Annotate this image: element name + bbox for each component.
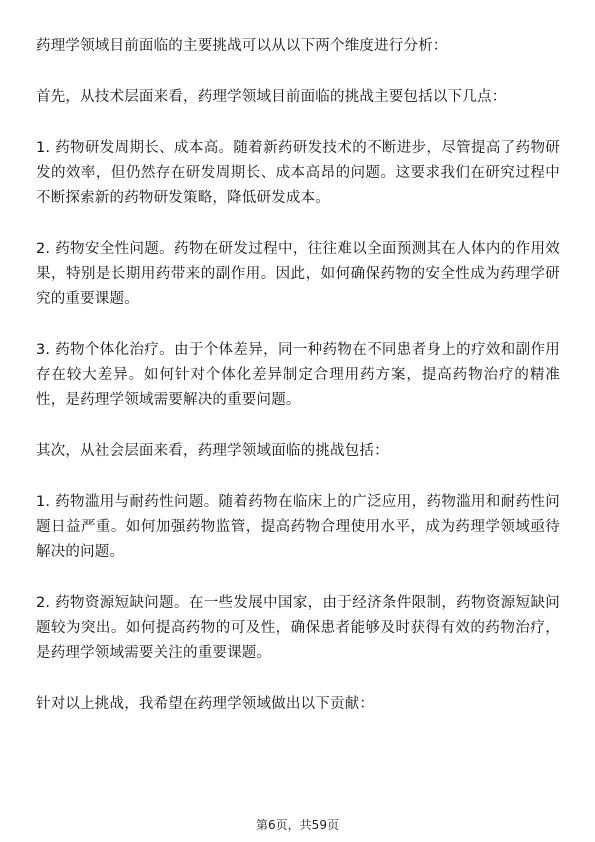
social-point-2: 2. 药物资源短缺问题。在一些发展中国家，由于经济条件限制，药物资源短缺问题较为突出。如何提高药物的可及性，确保患者能够及时获得有效的药物治疗，是药理学领域需要关注的重要课题。 — [36, 595, 560, 661]
technical-point-1: 1. 药物研发周期长、成本高。随着新药研发技术的不断进步，尽管提高了药物研发的效率，但仍然存在研发周期长、成本高昂的问题。这要求我们在研究过程中不断探索新的药物研发策略，降低研发成本。 — [36, 140, 560, 206]
document-body — [36, 34, 560, 743]
page-number-footer: 第6页，共59页 — [256, 818, 339, 832]
contribution-intro-paragraph: 针对以上挑战，我希望在药理学领域做出以下贡献： — [36, 696, 375, 712]
social-heading-paragraph: 其次，从社会层面来看，药理学领域面临的挑战包括： — [36, 443, 389, 459]
technical-point-3: 3. 药物个体化治疗。由于个体差异，同一种药物在不同患者身上的疗效和副作用存在较大差异。如何针对个体化差异制定合理用药方案，提高药物治疗的精准性，是药理学领域需要解决的重要问题。 — [36, 342, 560, 408]
intro-paragraph: 药理学领域目前面临的主要挑战可以从以下两个维度进行分析： — [36, 38, 448, 54]
technical-heading-paragraph: 首先，从技术层面来看，药理学领域目前面临的挑战主要包括以下几点： — [36, 89, 507, 105]
technical-point-2: 2. 药物安全性问题。药物在研发过程中，往往难以全面预测其在人体内的作用效果，特别是长期用药带来的副作用。因此，如何确保药物的安全性成为药理学研究的重要课题。 — [36, 241, 560, 307]
social-point-1: 1. 药物滥用与耐药性问题。随着药物在临床上的广泛应用，药物滥用和耐药性问题日益严重。如何加强药物监管，提高药物合理使用水平，成为药理学领域亟待解决的问题。 — [36, 494, 560, 560]
